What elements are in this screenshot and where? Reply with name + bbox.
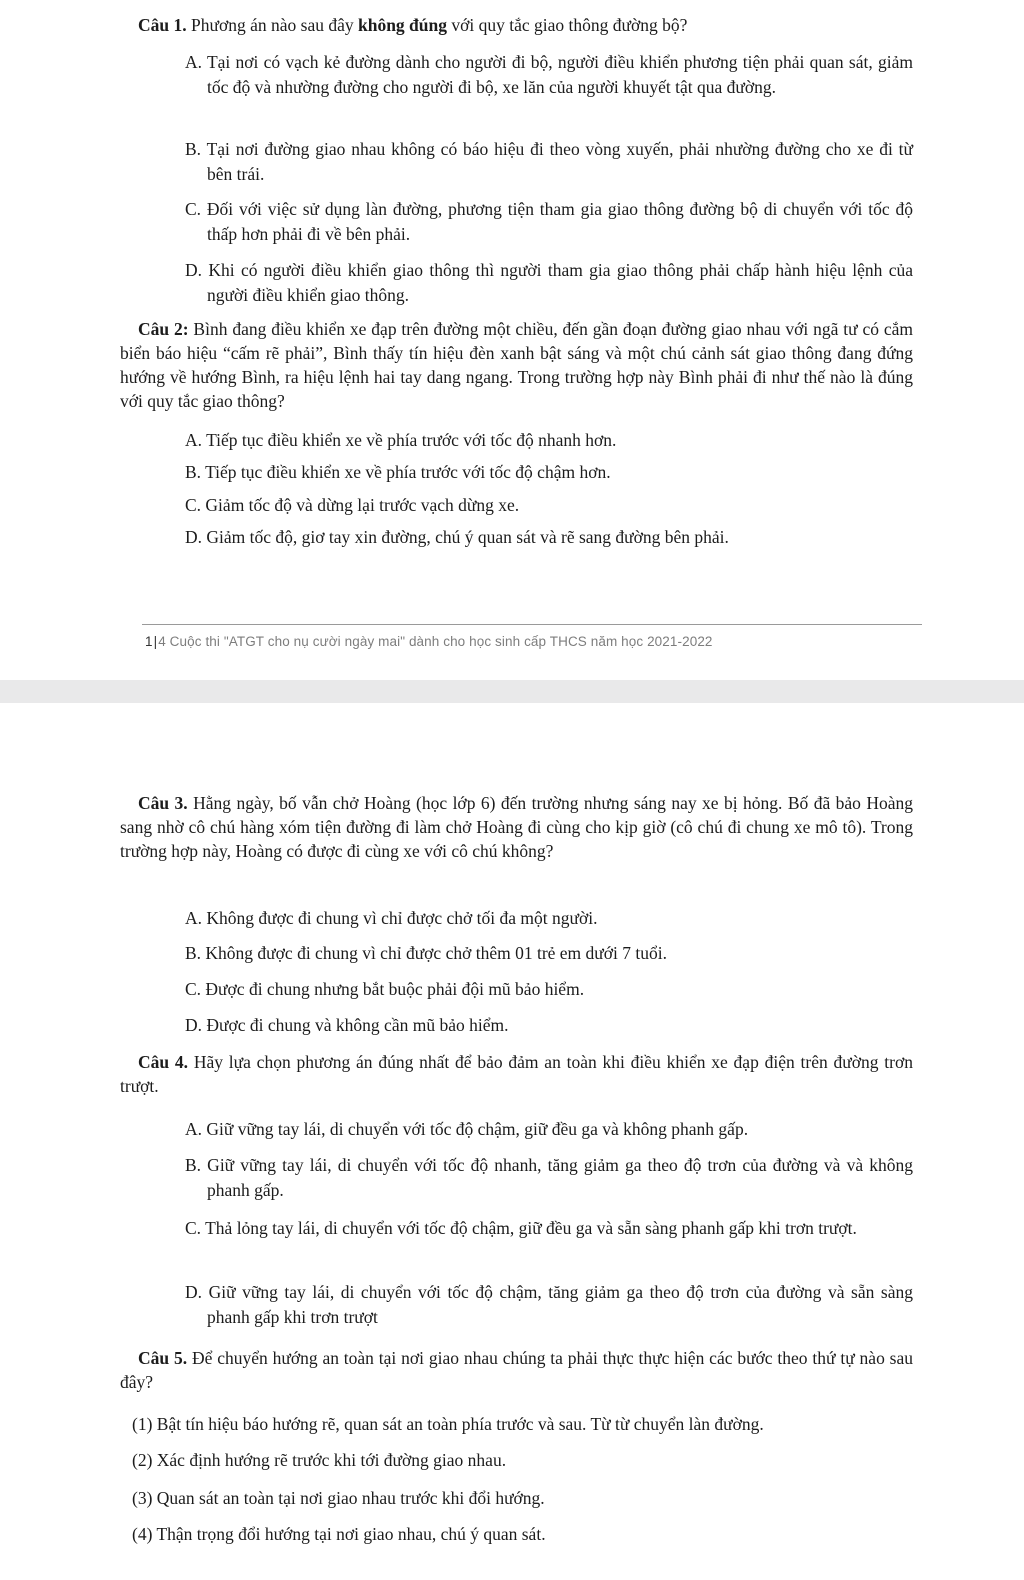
question-2 xyxy=(120,317,913,413)
question-2-option-c xyxy=(185,493,913,518)
question-2-stem: Bình đang điều khiển xe đạp trên đường một chiều, đến gần đoạn đường giao nhau với ngã tư có cắm biển báo hiệu “cấm rẽ phải”, Bình thấy tín hiệu đèn xanh bật sáng và một chú cảnh sát giao thông đang đứng hướng về hướng Bình, ra hiệu lệnh hai tay dang ngang. Trong trường hợp này Bình phải đi như thế nào là đúng với quy tắc giao thông? xyxy=(120,319,913,411)
question-4-option-c xyxy=(185,1216,913,1241)
question-5-step-2 xyxy=(132,1448,916,1473)
question-4 xyxy=(120,1050,913,1098)
question-3-option-b xyxy=(185,941,913,966)
question-3-option-a-text: A. Không được đi chung vì chỉ được chở tối đa một người. xyxy=(185,908,598,928)
question-3-option-d xyxy=(185,1013,913,1038)
question-1-option-a-text: A. Tại nơi có vạch kẻ đường dành cho người đi bộ, người điều khiển phương tiện phải quan sát, giảm tốc độ và nhường đường cho người đi bộ, xe lăn của người khuyết tật qua đường. xyxy=(185,52,913,97)
page-footer xyxy=(145,634,905,649)
question-3-option-c-text: C. Được đi chung nhưng bắt buộc phải đội mũ bảo hiểm. xyxy=(185,979,585,999)
question-1-label: Câu 1. xyxy=(138,15,187,35)
question-1-option-d xyxy=(185,258,913,308)
question-5-step-1-text: (1) Bật tín hiệu báo hướng rẽ, quan sát an toàn phía trước và sau. Từ từ chuyển làn đường. xyxy=(132,1414,764,1434)
question-4-option-d xyxy=(185,1280,913,1330)
question-3 xyxy=(120,791,913,863)
question-1-stem-before: Phương án nào sau đây xyxy=(186,15,358,35)
question-1-option-c-text: C. Đối với việc sử dụng làn đường, phương tiện tham gia giao thông đường bộ di chuyển với tốc độ thấp hơn phải đi về bên phải. xyxy=(185,199,913,244)
question-4-label: Câu 4. xyxy=(138,1052,189,1072)
question-5-step-1 xyxy=(132,1412,916,1437)
question-5-step-2-text: (2) Xác định hướng rẽ trước khi tới đường giao nhau. xyxy=(132,1450,507,1470)
question-1-option-c xyxy=(185,197,913,247)
question-3-option-d-text: D. Được đi chung và không cần mũ bảo hiểm. xyxy=(185,1015,509,1035)
question-2-option-d xyxy=(185,525,913,550)
question-2-option-a-text: A. Tiếp tục điều khiển xe về phía trước với tốc độ nhanh hơn. xyxy=(185,430,617,450)
footer-divider xyxy=(142,624,922,625)
question-5-step-4 xyxy=(132,1522,916,1547)
question-5-stem: Để chuyển hướng an toàn tại nơi giao nhau chúng ta phải thực thực hiện các bước theo thứ tự nào sau đây? xyxy=(120,1348,913,1392)
footer-page-number: 1 xyxy=(145,634,153,649)
question-5-step-3 xyxy=(132,1486,916,1511)
question-2-option-b xyxy=(185,460,913,485)
question-5 xyxy=(120,1346,913,1394)
question-4-option-b xyxy=(185,1153,913,1203)
question-5-step-3-text: (3) Quan sát an toàn tại nơi giao nhau trước khi đổi hướng. xyxy=(132,1488,545,1508)
question-5-label: Câu 5. xyxy=(138,1348,188,1368)
question-4-option-a-text: A. Giữ vững tay lái, di chuyển với tốc độ chậm, giữ đều ga và không phanh gấp. xyxy=(185,1119,749,1139)
question-3-option-a xyxy=(185,906,913,931)
question-3-option-c xyxy=(185,977,913,1002)
question-1-option-b xyxy=(185,137,913,187)
question-5-step-4-text: (4) Thận trọng đổi hướng tại nơi giao nhau, chú ý quan sát. xyxy=(132,1524,546,1544)
question-4-option-a xyxy=(185,1117,913,1142)
footer-separator: | xyxy=(153,634,158,649)
footer-contest-title: Cuộc thi "ATGT cho nụ cười ngày mai" dành cho học sinh cấp THCS năm học 2021-2022 xyxy=(165,634,713,649)
footer-page-total: 4 xyxy=(158,634,166,649)
question-4-stem: Hãy lựa chọn phương án đúng nhất để bảo đảm an toàn khi điều khiển xe đạp điện trên đường trơn trượt. xyxy=(120,1052,913,1096)
question-4-option-b-text: B. Giữ vững tay lái, di chuyển với tốc độ nhanh, tăng giảm ga theo độ trơn của đường và và không phanh gấp. xyxy=(185,1155,913,1200)
question-2-option-b-text: B. Tiếp tục điều khiển xe về phía trước với tốc độ chậm hơn. xyxy=(185,462,611,482)
question-3-option-b-text: B. Không được đi chung vì chỉ được chở thêm 01 trẻ em dưới 7 tuổi. xyxy=(185,943,667,963)
question-2-option-a xyxy=(185,428,913,453)
question-1-option-a xyxy=(185,50,913,100)
question-1-stem-after: với quy tắc giao thông đường bộ? xyxy=(447,15,688,35)
document-page-1 xyxy=(0,0,1024,680)
document-page-2 xyxy=(0,703,1024,1580)
question-3-label: Câu 3. xyxy=(138,793,188,813)
question-1-option-d-text: D. Khi có người điều khiển giao thông thì người tham gia giao thông phải chấp hành hiệu lệnh của người điều khiển giao thông. xyxy=(185,260,913,305)
question-2-option-d-text: D. Giảm tốc độ, giơ tay xin đường, chú ý quan sát và rẽ sang đường bên phải. xyxy=(185,527,729,547)
question-4-option-c-text: C. Thả lỏng tay lái, di chuyển với tốc độ chậm, giữ đều ga và sẵn sàng phanh gấp khi trơn trượt. xyxy=(185,1218,857,1238)
question-3-stem: Hằng ngày, bố vẫn chở Hoàng (học lớp 6) đến trường nhưng sáng nay xe bị hỏng. Bố đã bảo Hoàng sang nhờ cô chú hàng xóm tiện đường đi làm chở Hoàng đi cùng cho kịp giờ (cô chú đi chung xe mô tô). Trong trường hợp này, Hoàng có được đi cùng xe với cô chú không? xyxy=(120,793,913,861)
question-2-option-c-text: C. Giảm tốc độ và dừng lại trước vạch dừng xe. xyxy=(185,495,520,515)
question-1-stem-emphasis: không đúng xyxy=(357,15,448,35)
question-1 xyxy=(138,13,918,37)
question-1-option-b-text: B. Tại nơi đường giao nhau không có báo hiệu đi theo vòng xuyến, phải nhường đường cho xe đi từ bên trái. xyxy=(185,139,913,184)
question-2-label: Câu 2: xyxy=(138,319,189,339)
question-4-option-d-text: D. Giữ vững tay lái, di chuyển với tốc độ chậm, tăng giảm ga theo độ trơn của đường và sẵn sàng phanh gấp khi trơn trượt xyxy=(185,1282,913,1327)
